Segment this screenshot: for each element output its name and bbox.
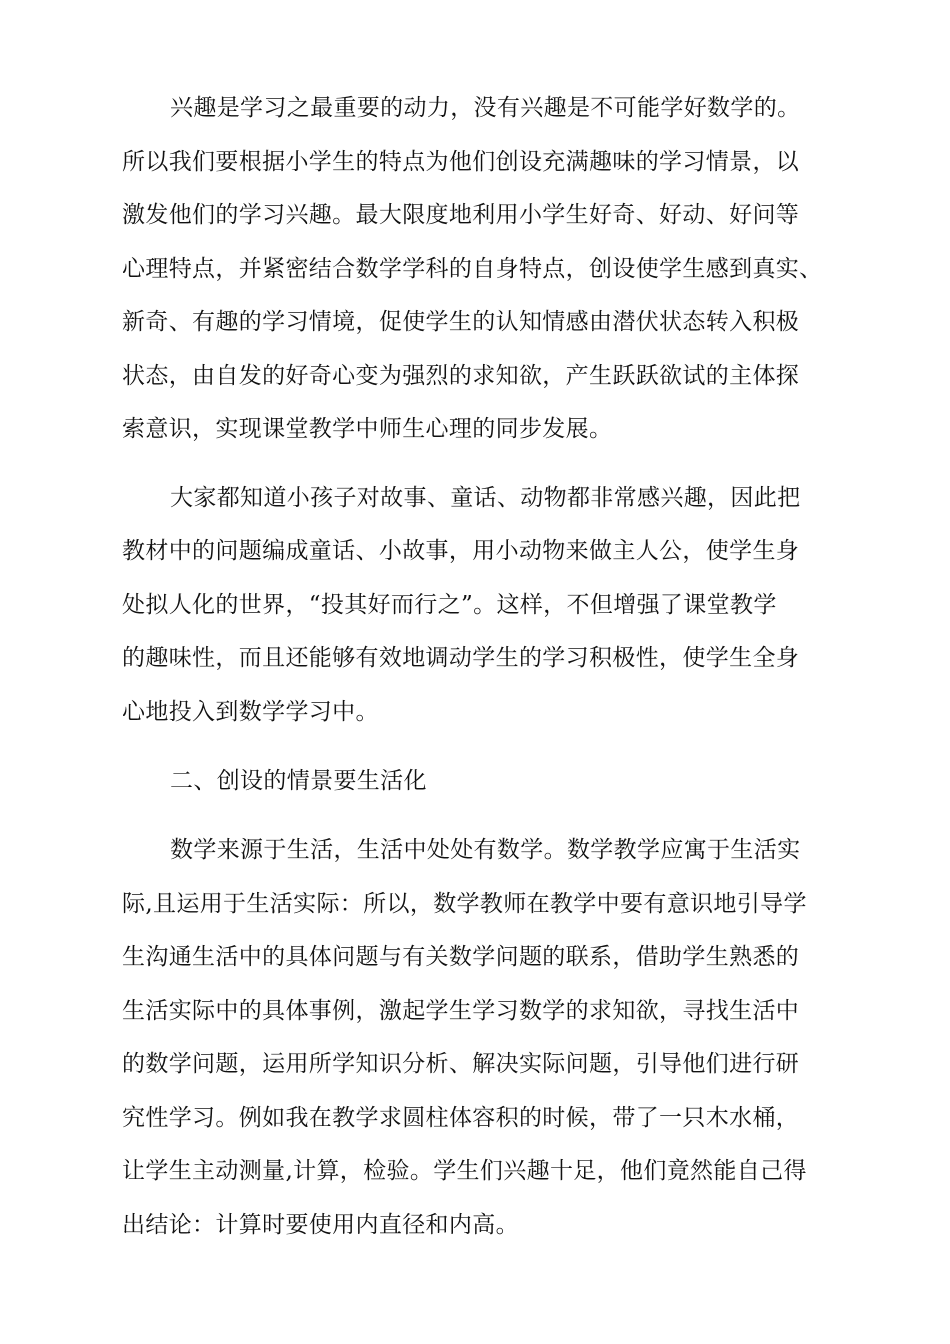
paragraph-line: 究性学习。例如我在教学求圆柱体容积的时候，带了一只木水桶， — [122, 1105, 800, 1131]
paragraph-line: 索意识，实现课堂教学中师生心理的同步发展。 — [122, 416, 613, 442]
paragraph-line: 的趣味性，而且还能够有效地调动学生的学习积极性，使学生全身 — [122, 645, 800, 671]
paragraph-line: 兴趣是学习之最重要的动力，没有兴趣是不可能学好数学的。 — [170, 95, 801, 121]
paragraph-line: 大家都知道小孩子对故事、童话、动物都非常感兴趣，因此把 — [170, 485, 801, 511]
paragraph-line: 激发他们的学习兴趣。最大限度地利用小学生好奇、好动、好问等 — [122, 202, 800, 228]
section-heading: 二、创设的情景要生活化 — [170, 768, 427, 794]
paragraph-line: 处拟人化的世界，“投其好而行之”。这样，不但增强了课堂教学 — [122, 592, 777, 618]
paragraph-line: 让学生主动测量,计算，检验。学生们兴趣十足，他们竟然能自己得 — [122, 1158, 807, 1184]
paragraph-line: 心地投入到数学学习中。 — [122, 699, 379, 725]
paragraph-line: 状态，由自发的好奇心变为强烈的求知欲，产生跃跃欲试的主体探 — [122, 363, 800, 389]
paragraph-line: 所以我们要根据小学生的特点为他们创设充满趣味的学习情景，以 — [122, 149, 800, 175]
paragraph-line: 出结论：计算时要使用内直径和内高。 — [122, 1212, 519, 1238]
paragraph-line: 心理特点，并紧密结合数学学科的自身特点，创设使学生感到真实、 — [122, 256, 823, 282]
paragraph-line: 新奇、有趣的学习情境，促使学生的认知情感由潜伏状态转入积极 — [122, 309, 800, 335]
paragraph-line: 生活实际中的具体事例，激起学生学习数学的求知欲，寻找生活中 — [122, 998, 800, 1024]
paragraph-line: 的数学问题，运用所学知识分析、解决实际问题，引导他们进行研 — [122, 1051, 800, 1077]
paragraph-line: 际,且运用于生活实际：所以，数学教师在教学中要有意识地引导学 — [122, 891, 807, 917]
paragraph-line: 生沟通生活中的具体问题与有关数学问题的联系，借助学生熟悉的 — [122, 944, 800, 970]
paragraph-line: 数学来源于生活，生活中处处有数学。数学教学应寓于生活实 — [170, 837, 801, 863]
paragraph-line: 教材中的问题编成童话、小故事，用小动物来做主人公，使学生身 — [122, 538, 800, 564]
